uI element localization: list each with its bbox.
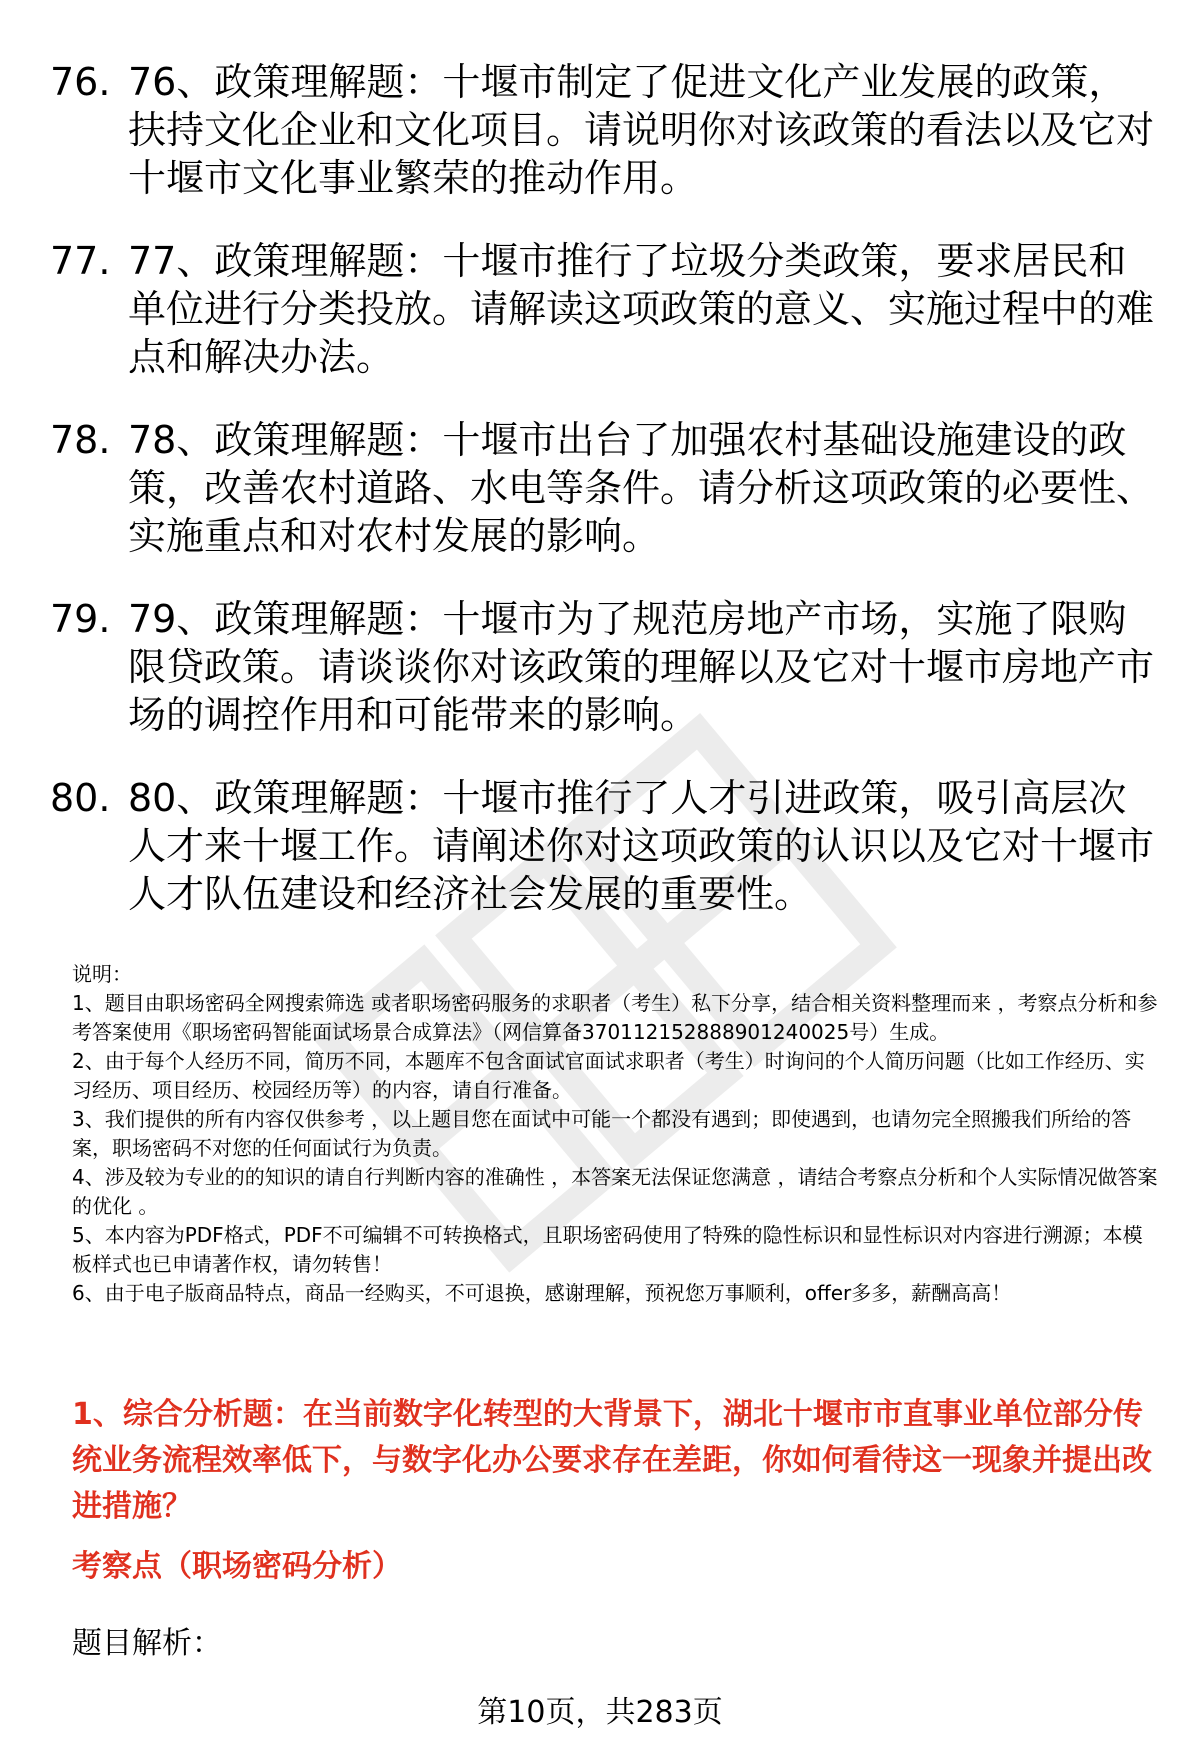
question-item [50,774,1160,918]
question-text: 80、政策理解题：十堰市推行了人才引进政策，吸引高层次人才来十堰工作。请阐述你对这项政策的认识以及它对十堰市人才队伍建设和经济社会发展的重要性。 [128,776,1155,916]
question-text: 79、政策理解题：十堰市为了规范房地产市场，实施了限购限贷政策。请谈谈你对该政策的理解以及它对十堰市房地产市场的调控作用和可能带来的影响。 [128,597,1155,737]
question-text: 78、政策理解题：十堰市出台了加强农村基础设施建设的政策，改善农村道路、水电等条件。请分析这项政策的必要性、实施重点和对农村发展的影响。 [128,418,1155,558]
question-number: 79. [50,597,111,641]
question-item [50,237,1160,381]
question-number: 77. [50,239,111,283]
note-item: 3、我们提供的所有内容仅供参考 ，以上题目您在面试中可能一个都没有遇到；即使遇到，也请勿完全照搬我们所给的答案，职场密码不对您的任何面试行为负责。 [72,1107,1132,1160]
question-number: 76. [50,60,111,104]
note-item: 6、由于电子版商品特点，商品一经购买，不可退换，感谢理解，预祝您万事顺利，offer多多，薪酬高高！ [72,1281,1012,1305]
question-item [50,595,1160,739]
exam-point-heading: 考察点（职场密码分析） [72,1549,402,1584]
question-list [50,58,1160,953]
notes-title: 说明： [72,962,132,986]
note-item: 5、本内容为PDF格式，PDF不可编辑不可转换格式，且职场密码使用了特殊的隐性标识和显性标识对内容进行溯源；本模板样式也已申请著作权，请勿转售！ [72,1223,1143,1276]
question-item [50,58,1160,202]
question-text: 77、政策理解题：十堰市推行了垃圾分类政策，要求居民和单位进行分类投放。请解读这项政策的意义、实施过程中的难点和解决办法。 [128,239,1155,379]
question-number: 80. [50,776,111,820]
page-footer: 第10页，共283页 [477,1695,723,1730]
note-item: 1、题目由职场密码全网搜索筛选 或者职场密码服务的求职者（考生）私下分享，结合相关资料整理而来 ，考察点分析和参考答案使用《职场密码智能面试场景合成算法》（网信算备370112152888901240025号）生成。 [72,991,1158,1044]
question-number: 78. [50,418,111,462]
analysis-label: 题目解析： [72,1626,222,1661]
question-text: 76、政策理解题：十堰市制定了促进文化产业发展的政策，扶持文化企业和文化项目。请说明你对该政策的看法以及它对十堰市文化事业繁荣的推动作用。 [128,60,1155,200]
notes-section [72,960,1162,1308]
featured-question: 1、综合分析题：在当前数字化转型的大背景下，湖北十堰市市直事业单位部分传统业务流程效率低下，与数字化办公要求存在差距，你如何看待这一现象并提出改进措施？ [72,1397,1152,1524]
note-item: 4、涉及较为专业的的知识的请自行判断内容的准确性 ，本答案无法保证您满意 ，请结合考察点分析和个人实际情况做答案的优化 。 [72,1165,1158,1218]
note-item: 2、由于每个人经历不同，简历不同，本题库不包含面试官面试求职者（考生）时询问的个人简历问题（比如工作经历、实习经历、项目经历、校园经历等）的内容，请自行准备。 [72,1049,1145,1102]
question-item [50,416,1160,560]
